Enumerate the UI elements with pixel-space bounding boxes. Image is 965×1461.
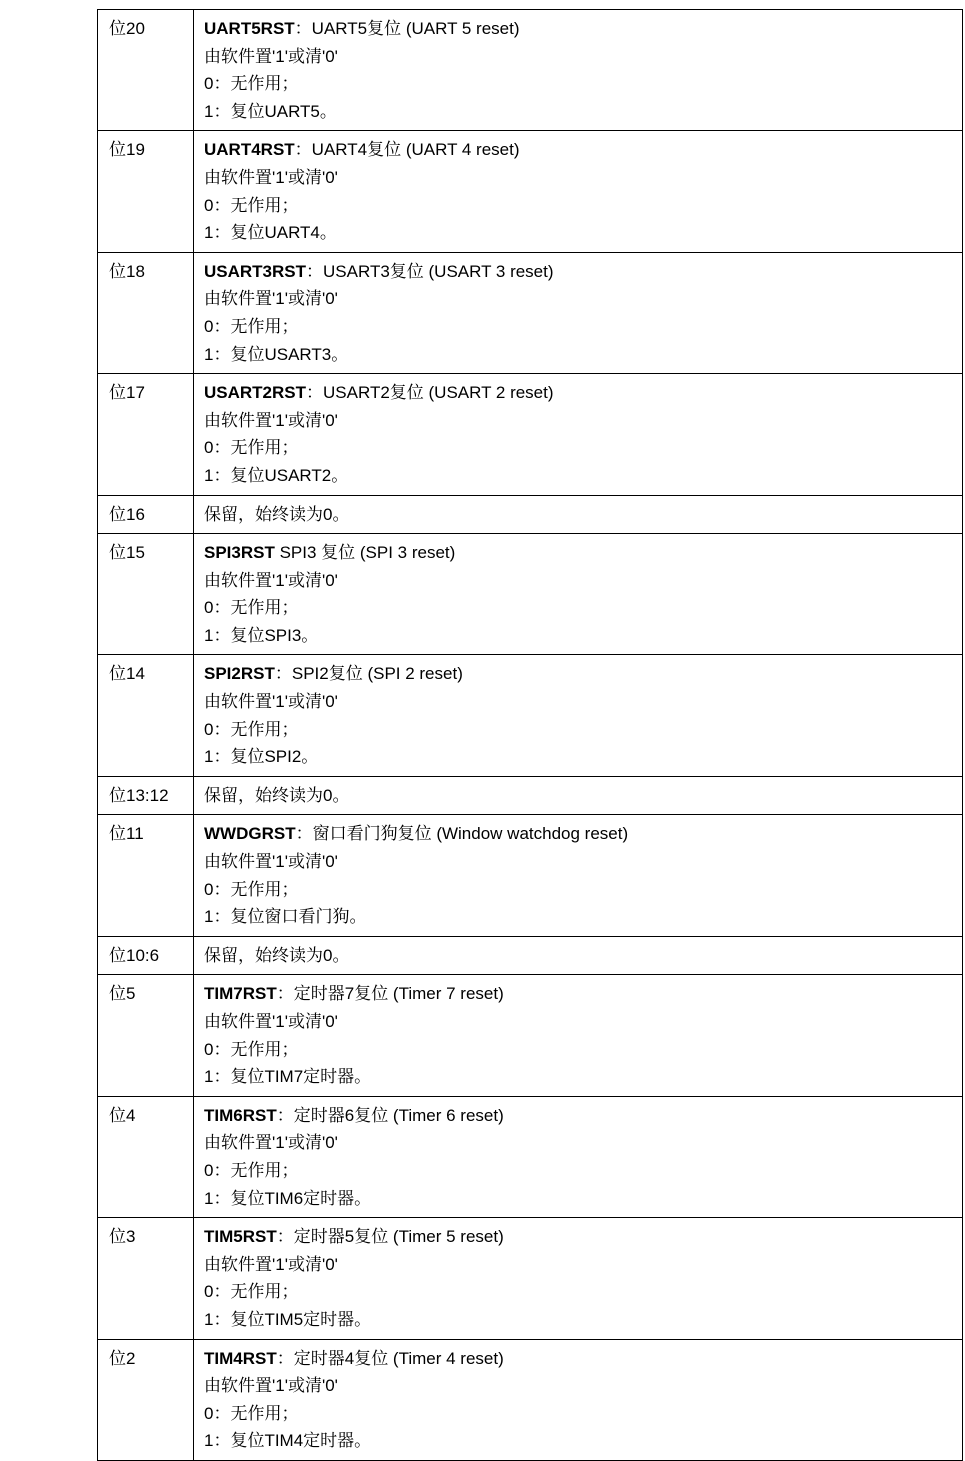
field-name: TIM4RST (204, 1348, 277, 1368)
description-line-1: 1：复位TIM6定时器。 (204, 1188, 372, 1208)
description-line-set: 由软件置'1'或清'0' (204, 410, 338, 430)
reserved-bit-row (98, 495, 963, 534)
bit-row (98, 252, 963, 373)
description-line-0: 0：无作用； (204, 1160, 299, 1180)
bit-position: 位15 (98, 534, 194, 655)
description-line-0: 0：无作用； (204, 879, 299, 899)
description-line-set: 由软件置'1'或清'0' (204, 167, 338, 187)
description-line-set: 由软件置'1'或清'0' (204, 570, 338, 590)
description-line-0: 0：无作用； (204, 598, 299, 618)
bit-row (98, 975, 963, 1096)
description-line-1: 1：复位TIM4定时器。 (204, 1431, 372, 1451)
description-line-1: 1：复位USART3。 (204, 344, 349, 364)
field-title-text: ：USART2复位 (USART 2 reset) (306, 383, 554, 403)
bit-position: 位3 (98, 1218, 194, 1339)
bit-row (98, 10, 963, 131)
bit-position: 位19 (98, 131, 194, 252)
bit-row (98, 655, 963, 776)
description-line-1: 1：复位USART2。 (204, 465, 349, 485)
bit-description (194, 975, 963, 1096)
field-title (204, 980, 962, 1008)
register-bit-table-body (98, 10, 963, 1461)
description-line-1: 1：复位SPI3。 (204, 625, 319, 645)
description-line-set: 由软件置'1'或清'0' (204, 852, 338, 872)
bit-position: 位10:6 (98, 936, 194, 975)
field-title-text: ：定时器6复位 (Timer 6 reset) (276, 1105, 504, 1125)
field-title-text: ：USART3复位 (USART 3 reset) (306, 261, 554, 281)
description-line-set: 由软件置'1'或清'0' (204, 46, 338, 66)
field-title-text: SPI3 复位 (SPI 3 reset) (274, 543, 456, 563)
field-title-text: ：SPI2复位 (SPI 2 reset) (274, 664, 463, 684)
field-title (204, 1345, 962, 1373)
description-line-1: 1：复位UART5。 (204, 101, 337, 121)
field-title-text: ：UART4复位 (UART 4 reset) (294, 140, 520, 160)
description-line-0: 0：无作用； (204, 1039, 299, 1059)
field-name: SPI2RST (204, 664, 275, 684)
bit-description (194, 131, 963, 252)
field-title (204, 1102, 962, 1130)
description-line-set: 由软件置'1'或清'0' (204, 1254, 338, 1274)
description-line-0: 0：无作用； (204, 719, 299, 739)
field-title-text: ：定时器5复位 (Timer 5 reset) (276, 1227, 504, 1247)
description-line-1: 1：复位TIM7定时器。 (204, 1067, 372, 1087)
field-title (204, 820, 962, 848)
field-title (204, 15, 962, 43)
bit-position: 位14 (98, 655, 194, 776)
description-line-set: 由软件置'1'或清'0' (204, 289, 338, 309)
bit-position: 位17 (98, 374, 194, 495)
description-line-0: 0：无作用； (204, 195, 299, 215)
bit-description (194, 374, 963, 495)
description-line-set: 由软件置'1'或清'0' (204, 1133, 338, 1153)
bit-row (98, 1339, 963, 1460)
bit-row (98, 534, 963, 655)
field-name: TIM7RST (204, 984, 277, 1004)
bit-position: 位16 (98, 495, 194, 534)
bit-position: 位13:12 (98, 776, 194, 815)
bit-position: 位20 (98, 10, 194, 131)
bit-description (194, 1218, 963, 1339)
description-line-1: 1：复位SPI2。 (204, 747, 319, 767)
field-title-text: ：定时器7复位 (Timer 7 reset) (276, 984, 504, 1004)
bit-position: 位11 (98, 815, 194, 936)
description-line-0: 0：无作用； (204, 74, 299, 94)
bit-position: 位2 (98, 1339, 194, 1460)
bit-position: 位18 (98, 252, 194, 373)
description-line-0: 0：无作用； (204, 438, 299, 458)
description-line-0: 0：无作用； (204, 1403, 299, 1423)
bit-description (194, 1339, 963, 1460)
bit-description (194, 815, 963, 936)
description-line-set: 由软件置'1'或清'0' (204, 692, 338, 712)
description-line-1: 1：复位TIM5定时器。 (204, 1309, 372, 1329)
field-name: UART4RST (204, 140, 295, 160)
description-line-set: 由软件置'1'或清'0' (204, 1376, 338, 1396)
field-title (204, 136, 962, 164)
field-title-text: ：定时器4复位 (Timer 4 reset) (276, 1348, 504, 1368)
description-line-set: 由软件置'1'或清'0' (204, 1012, 338, 1031)
field-title (204, 379, 962, 407)
reserved-bit-row (98, 776, 963, 815)
reserved-description: 保留，始终读为0。 (194, 495, 963, 534)
bit-description (194, 252, 963, 373)
bit-position: 位4 (98, 1096, 194, 1217)
field-name: UART5RST (204, 19, 295, 38)
field-name: TIM5RST (204, 1227, 277, 1247)
field-title-text: ：UART5复位 (UART 5 reset) (294, 19, 520, 38)
bit-row (98, 374, 963, 495)
bit-description (194, 10, 963, 131)
bit-description (194, 534, 963, 655)
bit-row (98, 131, 963, 252)
bit-row (98, 1218, 963, 1339)
register-bit-table (97, 9, 963, 1461)
field-title-text: ：窗口看门狗复位 (Window watchdog reset) (295, 824, 629, 844)
bit-row (98, 815, 963, 936)
description-line-1: 1：复位UART4。 (204, 223, 337, 243)
bit-position: 位5 (98, 975, 194, 1096)
reserved-description: 保留，始终读为0。 (194, 776, 963, 815)
reserved-bit-row (98, 936, 963, 975)
field-name: WWDGRST (204, 824, 296, 844)
field-name: USART3RST (204, 261, 307, 281)
field-title (204, 258, 962, 286)
reserved-description: 保留，始终读为0。 (194, 936, 963, 975)
field-title (204, 660, 962, 688)
description-line-0: 0：无作用； (204, 1282, 299, 1302)
field-name: USART2RST (204, 383, 307, 403)
field-name: SPI3RST (204, 543, 275, 563)
description-line-1: 1：复位窗口看门狗。 (204, 907, 367, 927)
bit-description (194, 655, 963, 776)
field-title (204, 539, 962, 567)
bit-description (194, 1096, 963, 1217)
field-title (204, 1223, 962, 1251)
bit-row (98, 1096, 963, 1217)
field-name: TIM6RST (204, 1105, 277, 1125)
description-line-0: 0：无作用； (204, 316, 299, 336)
